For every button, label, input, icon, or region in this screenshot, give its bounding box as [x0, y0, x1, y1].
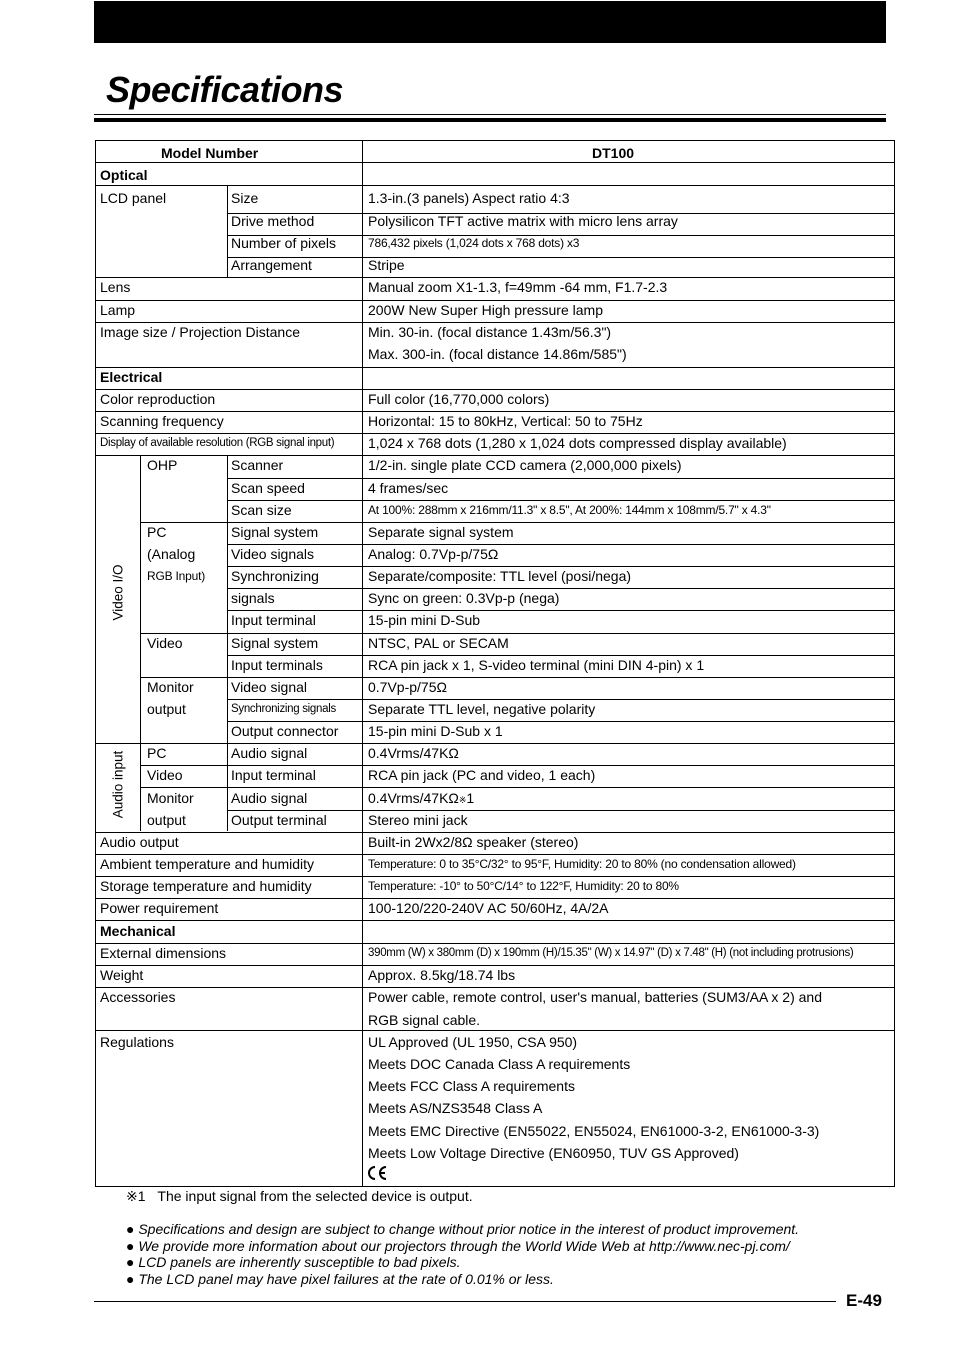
pc-input-label-1: PC: [147, 524, 167, 540]
audio-pc-signal-value: 0.4Vrms/47KΩ: [368, 745, 459, 761]
audio-monitor-signal-value: 0.4Vrms/47KΩ※1: [368, 790, 475, 806]
column-divider: [140, 455, 141, 831]
pc-input-terminal-value: 15-pin mini D-Sub: [368, 612, 481, 628]
ce-mark-icon: [366, 1165, 388, 1181]
display-resolution-label: Display of available resolution (RGB signal input): [100, 437, 335, 449]
row-divider: [227, 588, 894, 589]
monitor-output-label-1: Monitor: [147, 679, 194, 695]
title-rule-thick: [94, 118, 886, 122]
footer-rule: [94, 1301, 836, 1302]
pixels-value: 786,432 pixels (1,024 dots x 768 dots) x3: [368, 236, 580, 250]
arrangement-label: Arrangement: [231, 257, 312, 273]
audio-input-label: Audio input: [110, 750, 126, 819]
row-divider: [96, 920, 894, 921]
column-divider: [227, 185, 228, 277]
column-divider: [362, 141, 363, 1186]
accessories-value-1: Power cable, remote control, user's manual, batteries (SUM3/AA x 2) and: [368, 989, 822, 1005]
footnote-text: The input signal from the selected device is output.: [157, 1188, 473, 1204]
weight-value: Approx. 8.5kg/18.74 lbs: [368, 967, 516, 983]
external-dimensions-value: 390mm (W) x 380mm (D) x 190mm (H)/15.35" (W) x 14.97" (D) x 7.48" (H) (not including protrusions): [368, 947, 854, 959]
size-value: 1.3-in.(3 panels) Aspect ratio 4:3: [368, 190, 570, 206]
section-optical: Optical: [100, 167, 148, 183]
audio-pc-signal-label: Audio signal: [231, 745, 308, 761]
pc-signals-label: signals: [231, 590, 275, 606]
footnote-mark: ※1: [126, 1188, 146, 1204]
scanning-label: Scanning frequency: [100, 413, 224, 429]
accessories-label: Accessories: [100, 989, 176, 1005]
regulation-item: Meets AS/NZS3548 Class A: [368, 1100, 543, 1116]
monitor-video-value: 0.7Vp-p/75Ω: [368, 679, 447, 695]
lamp-label: Lamp: [100, 302, 136, 318]
audio-output-sub-label: output: [147, 812, 186, 828]
model-number-value: DT100: [592, 145, 635, 161]
scanner-value: 1/2-in. single plate CCD camera (2,000,000 pixels): [368, 457, 682, 473]
scan-size-value: At 100%: 288mm x 216mm/11.3" x 8.5", At 200%: 144mm x 108mm/5.7" x 4.3": [368, 503, 771, 517]
monitor-sync-label: Synchronizing signals: [231, 703, 336, 715]
lens-label: Lens: [100, 279, 131, 295]
video-input-value: RCA pin jack x 1, S-video terminal (mini DIN 4-pin) x 1: [368, 657, 705, 673]
audio-video-label: Video: [147, 767, 183, 783]
section-mechanical: Mechanical: [100, 923, 176, 939]
pixels-label: Number of pixels: [231, 235, 337, 251]
scan-size-label: Scan size: [231, 502, 292, 518]
footnote-mark-icon: ※: [458, 795, 467, 805]
specifications-table: [95, 140, 895, 1187]
lens-value: Manual zoom X1-1.3, f=49mm -64 mm, F1.7-2.3: [368, 279, 668, 295]
video-signal-label: Signal system: [231, 635, 319, 651]
note-item: ● The LCD panel may have pixel failures at the rate of 0.01% or less.: [126, 1270, 554, 1287]
row-divider: [227, 478, 894, 479]
drive-method-label: Drive method: [231, 213, 315, 229]
color-value: Full color (16,770,000 colors): [368, 391, 550, 407]
row-divider: [96, 367, 894, 368]
scan-speed-label: Scan speed: [231, 480, 305, 496]
audio-monitor-label: Monitor: [147, 790, 194, 806]
pc-input-label-3: RGB Input): [147, 569, 206, 583]
monitor-output-label-2: output: [147, 701, 186, 717]
pc-signals-value: Sync on green: 0.3Vp-p (nega): [368, 590, 560, 606]
regulations-label: Regulations: [100, 1034, 174, 1050]
image-size-value-min: Min. 30-in. (focal distance 1.43m/56.3"): [368, 324, 612, 340]
storage-label: Storage temperature and humidity: [100, 878, 312, 894]
notes-list: [126, 1221, 799, 1287]
regulation-item: Meets Low Voltage Directive (EN60950, TUV GS Approved): [368, 1145, 739, 1161]
row-divider: [227, 610, 894, 611]
monitor-out-value: 15-pin mini D-Sub x 1: [368, 723, 503, 739]
audio-video-input-label: Input terminal: [231, 767, 316, 783]
regulation-item: UL Approved (UL 1950, CSA 950): [368, 1034, 578, 1050]
monitor-video-label: Video signal: [231, 679, 308, 695]
regulation-item: Meets FCC Class A requirements: [368, 1078, 575, 1094]
audio-output-label: Audio output: [100, 834, 179, 850]
page-title: Specifications: [106, 69, 344, 110]
title-rule-thin: [94, 114, 886, 115]
regulation-item: Meets DOC Canada Class A requirements: [368, 1056, 631, 1072]
power-value: 100-120/220-240V AC 50/60Hz, 4A/2A: [368, 900, 609, 916]
pc-input-terminal-label: Input terminal: [231, 612, 316, 628]
image-size-value-max: Max. 300-in. (focal distance 14.86m/585"): [368, 346, 627, 362]
footnote: [126, 1187, 473, 1205]
video-label: Video: [147, 635, 183, 651]
scanner-label: Scanner: [231, 457, 284, 473]
power-label: Power requirement: [100, 900, 219, 916]
row-divider: [227, 257, 894, 258]
video-io-label: Video I/O: [110, 564, 126, 621]
pc-sync-value: Separate/composite: TTL level (posi/nega): [368, 568, 632, 584]
pc-signal-value: Separate signal system: [368, 524, 514, 540]
audio-monitor-signal-label: Audio signal: [231, 790, 308, 806]
storage-value: Temperature: -10° to 50°C/14° to 122°F, Humidity: 20 to 80%: [368, 879, 679, 893]
row-divider: [96, 743, 894, 744]
section-electrical: Electrical: [100, 369, 163, 385]
arrangement-value: Stripe: [368, 257, 405, 273]
note-item: ● LCD panels are inherently susceptible to bad pixels.: [126, 1254, 461, 1270]
ohp-label: OHP: [147, 457, 178, 473]
image-size-label: Image size / Projection Distance: [100, 324, 300, 340]
audio-output-value: Built-in 2Wx2/8Ω speaker (stereo): [368, 834, 579, 850]
external-dimensions-label: External dimensions: [100, 945, 227, 961]
page-number: E-49: [846, 1291, 882, 1310]
header-bar: [94, 1, 886, 43]
scanning-value: Horizontal: 15 to 80kHz, Vertical: 50 to 75Hz: [368, 413, 643, 429]
monitor-out-label: Output connector: [231, 723, 339, 739]
weight-label: Weight: [100, 967, 144, 983]
regulation-item: Meets EMC Directive (EN55022, EN55024, EN61000-3-2, EN61000-3-3): [368, 1123, 820, 1139]
audio-pc-label: PC: [147, 745, 167, 761]
row-divider: [227, 544, 894, 545]
pc-input-label-2: (Analog: [147, 546, 196, 562]
pc-video-value: Analog: 0.7Vp-p/75Ω: [368, 546, 499, 562]
scan-speed-value: 4 frames/sec: [368, 480, 449, 496]
row-divider: [96, 185, 894, 186]
size-label: Size: [231, 190, 259, 206]
ambient-value: Temperature: 0 to 35°C/32° to 95°F, Humidity: 20 to 80% (no condensation allowed): [368, 857, 796, 871]
color-label: Color reproduction: [100, 391, 216, 407]
model-number-label: Model Number: [161, 145, 259, 161]
pc-video-label: Video signals: [231, 546, 315, 562]
lamp-value: 200W New Super High pressure lamp: [368, 302, 603, 318]
note-item: ● We provide more information about our projectors through the World Wide Web at http://www.nec-pj.com/: [126, 1237, 790, 1254]
ambient-label: Ambient temperature and humidity: [100, 856, 314, 872]
display-resolution-value: 1,024 x 768 dots (1,280 x 1,024 dots compressed display available): [368, 435, 787, 451]
column-divider: [227, 455, 228, 831]
row-divider: [227, 810, 894, 811]
pc-signal-label: Signal system: [231, 524, 319, 540]
note-item: ● Specifications and design are subject to change without prior notice in the interest of product improvement.: [126, 1221, 800, 1237]
pc-sync-label: Synchronizing: [231, 568, 319, 584]
lcd-panel-label: LCD panel: [100, 190, 167, 206]
video-signal-value: NTSC, PAL or SECAM: [368, 635, 509, 651]
audio-output-terminal-label: Output terminal: [231, 812, 327, 828]
audio-video-input-value: RCA pin jack (PC and video, 1 each): [368, 767, 596, 783]
video-input-label: Input terminals: [231, 657, 323, 673]
monitor-sync-value: Separate TTL level, negative polarity: [368, 701, 596, 717]
drive-method-value: Polysilicon TFT active matrix with micro lens array: [368, 213, 678, 229]
audio-output-terminal-value: Stereo mini jack: [368, 812, 468, 828]
accessories-value-2: RGB signal cable.: [368, 1012, 481, 1028]
